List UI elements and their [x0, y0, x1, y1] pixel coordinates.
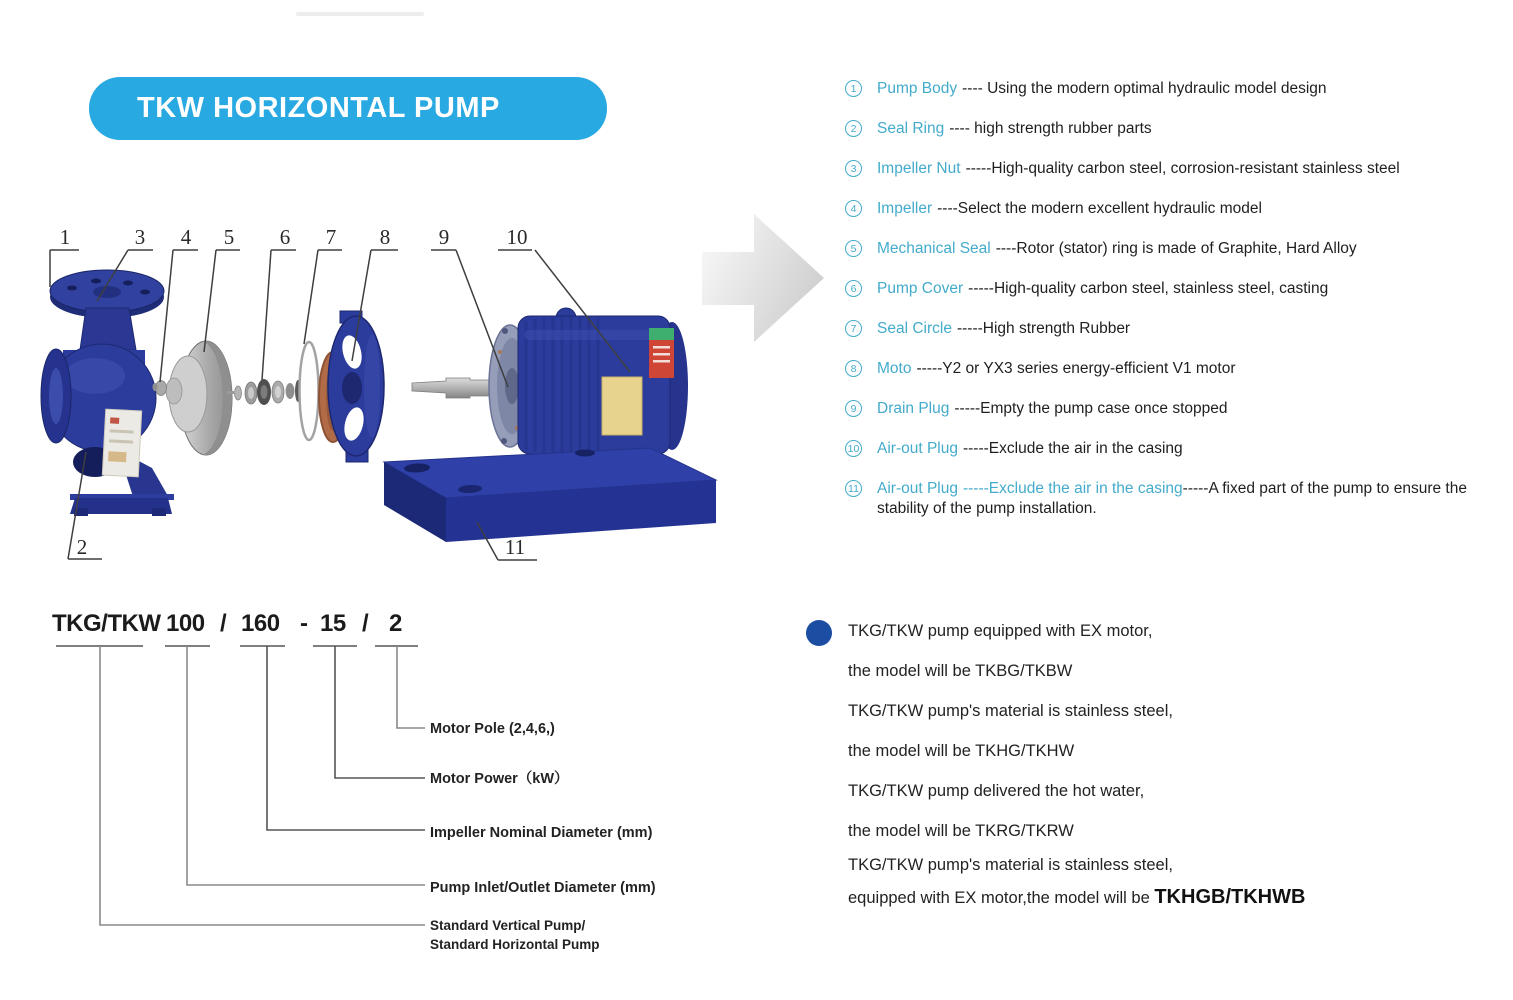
variant-line: TKG/TKW pump's material is stainless steel, — [848, 856, 1173, 874]
seal-circle-ring — [300, 342, 319, 440]
part-number-badge: 9 — [845, 400, 862, 417]
part-number-badge: 6 — [845, 280, 862, 297]
part-name: Mechanical Seal — [877, 240, 991, 257]
part-list-item — [845, 479, 1473, 519]
variant-line — [848, 886, 1488, 909]
model-segment-slash2: / — [362, 610, 369, 637]
variant-line: the model will be TKBG/TKBW — [848, 662, 1073, 680]
part-number-badge: 1 — [845, 80, 862, 97]
part-list-item — [845, 159, 1473, 179]
part-name: Impeller — [877, 200, 933, 217]
part-list-item — [845, 399, 1473, 419]
model-label-inlet-outlet: Pump Inlet/Outlet Diameter (mm) — [430, 880, 656, 896]
part-description: -----High-quality carbon steel, stainless steel, casting — [968, 280, 1329, 297]
model-segment-slash1: / — [220, 610, 227, 637]
variant-line: the model will be TKRG/TKRW — [848, 822, 1074, 840]
part-list-item — [845, 199, 1473, 219]
part-list-item — [845, 319, 1473, 339]
part-description-highlight: -----Exclude the air in the casing — [962, 480, 1183, 497]
right-arrow-icon — [702, 214, 824, 342]
part-description: ---- Using the modern optimal hydraulic model design — [962, 80, 1327, 97]
nameplate — [102, 409, 141, 477]
part-name: Seal Circle — [877, 320, 952, 337]
part-number-badge: 4 — [845, 200, 862, 217]
callout-number: 11 — [504, 535, 526, 559]
part-number-badge: 10 — [845, 440, 862, 457]
part-name: Pump Body — [877, 80, 958, 97]
impeller — [153, 341, 233, 455]
part-number-badge: 5 — [845, 240, 862, 257]
model-segment-inlet: 100 — [166, 610, 205, 637]
model-label-impeller-dia: Impeller Nominal Diameter (mm) — [430, 825, 653, 841]
part-number-badge: 8 — [845, 360, 862, 377]
part-description: -----High strength Rubber — [956, 320, 1131, 337]
part-number-badge: 3 — [845, 160, 862, 177]
part-description: -----Y2 or YX3 series energy-efficient V1 motor — [916, 360, 1236, 377]
pump-exploded-diagram — [30, 190, 840, 580]
part-number-badge: 7 — [845, 320, 862, 337]
motor-label — [602, 377, 642, 435]
part-list-item — [845, 79, 1473, 99]
part-list-item — [845, 359, 1473, 379]
model-code-text — [52, 610, 402, 637]
callout-number: 6 — [279, 225, 291, 249]
variant-line: TKG/TKW pump's material is stainless steel, — [848, 702, 1173, 720]
model-label-motor-power: Motor Power（kW） — [430, 771, 569, 787]
part-description: -----High-quality carbon steel, corrosion-resistant stainless steel — [965, 160, 1400, 177]
variant-line: TKG/TKW pump delivered the hot water, — [848, 782, 1145, 800]
callout-5 — [204, 250, 240, 352]
part-number-badge: 11 — [845, 480, 862, 497]
part-description: -----A fixed part of the pump to ensure the stability of the pump installation. — [877, 480, 1467, 517]
part-description: -----Exclude the air in the casing — [962, 440, 1183, 457]
model-segment-pole: 2 — [389, 610, 402, 637]
scan-artifact — [296, 12, 424, 16]
callout-6 — [262, 250, 296, 380]
part-name: Drain Plug — [877, 400, 950, 417]
pump-cover — [319, 311, 384, 462]
callout-number: 9 — [438, 225, 450, 249]
model-label-vertical-pump: Standard Vertical Pump/ — [430, 918, 586, 933]
page-title: TKW HORIZONTAL PUMP — [137, 92, 500, 124]
mechanical-seal-stack — [227, 379, 301, 405]
pump-body — [41, 270, 174, 516]
part-list-item — [845, 279, 1473, 299]
callout-7 — [304, 250, 342, 344]
parts-list — [845, 79, 1473, 539]
model-code-lines — [56, 646, 425, 925]
model-code-diagram — [40, 595, 740, 985]
callout-number: 3 — [134, 225, 146, 249]
part-name: Air-out Plug — [877, 480, 958, 497]
title-banner — [89, 77, 607, 140]
variant-highlight-model: TKHGB/TKHWB — [1154, 886, 1306, 908]
part-number-badge: 2 — [845, 120, 862, 137]
bullet-dot-icon — [806, 620, 832, 646]
model-segment-dash: - — [300, 610, 308, 637]
variant-line-text: equipped with EX motor,the model will be — [848, 889, 1155, 907]
motor — [489, 308, 688, 454]
motor-shaft — [412, 378, 492, 398]
part-name: Impeller Nut — [877, 160, 961, 177]
part-name: Seal Ring — [877, 120, 945, 137]
part-name: Pump Cover — [877, 280, 964, 297]
variant-line: TKG/TKW pump equipped with EX motor, — [848, 622, 1153, 640]
model-segment-impeller: 160 — [241, 610, 280, 637]
part-list-item — [845, 119, 1473, 139]
part-list-item — [845, 439, 1473, 459]
part-description: -----Empty the pump case once stopped — [954, 400, 1228, 417]
part-description: ----Select the modern excellent hydraulic model — [937, 200, 1262, 217]
part-name: Air-out Plug — [877, 440, 958, 457]
callout-number: 10 — [506, 225, 528, 249]
motor-sticker — [649, 328, 674, 378]
part-name: Moto — [877, 360, 912, 377]
model-segment-power: 15 — [320, 610, 346, 637]
callout-number: 7 — [325, 225, 337, 249]
model-label-motor-pole: Motor Pole (2,4,6,) — [430, 721, 555, 737]
callout-number: 8 — [379, 225, 391, 249]
base-plate — [384, 448, 716, 542]
variant-line: the model will be TKHG/TKHW — [848, 742, 1075, 760]
model-label-horizontal-pump: Standard Horizontal Pump — [430, 937, 600, 952]
part-description: ----Rotor (stator) ring is made of Graphite, Hard Alloy — [995, 240, 1357, 257]
model-segment-series: TKG/TKW — [52, 610, 161, 637]
callout-number: 1 — [59, 225, 71, 249]
callout-number: 4 — [180, 225, 192, 249]
callout-number: 5 — [223, 225, 235, 249]
part-list-item — [845, 239, 1473, 259]
callout-number: 2 — [76, 535, 88, 559]
part-description: ---- high strength rubber parts — [949, 120, 1152, 137]
